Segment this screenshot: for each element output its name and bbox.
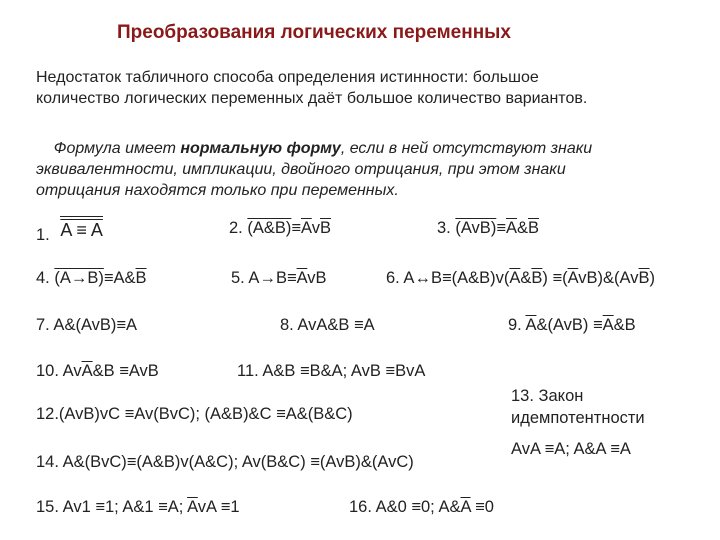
law-12: 12.(AvB)vC ≡Av(BvC); (A&B)&C ≡A&(B&C) xyxy=(36,405,353,423)
intro-paragraph xyxy=(36,67,587,109)
law-15: 15. Av1 ≡1; A&1 ≡A; $\overline{A}vA \equiv 1$ xyxy=(36,498,240,516)
law-9: 9. $\overline{A}\&(AvB)$ $\equiv\overline{A}\&B$ xyxy=(508,316,636,334)
law-3: 3. $(AvB)\equiv\overline{A}\&\overline{B}$ xyxy=(437,219,539,237)
definition-line-3: отрицания находятся только при переменных. xyxy=(36,182,399,199)
law-13-title-2: идемпотентности xyxy=(511,409,645,427)
law-11: 11. A&B ≡B&A; AvB ≡BvA xyxy=(237,362,426,380)
law-10: 10. $Av\overline{A}\&B \equiv AvB$ xyxy=(36,362,159,380)
definition-line-2: эквивалентности, импликации, двойного отрицания, при этом знаки xyxy=(36,161,566,178)
law-13 xyxy=(511,385,645,429)
law-8: 8. AvA&B ≡A xyxy=(280,316,375,334)
law-16: 16. A&0 ≡0; $A\&\overline{A} \equiv 0$ xyxy=(349,498,494,516)
law-6: 6. $A\leftrightarrow B\equiv(A\&B)v(\overline{A}\&\overline{B})$ $\equiv(\overline{A}vB)\&(Av\overline{B})$ xyxy=(386,269,656,287)
intro-line-2: количество логических переменных даёт большое количество вариантов. xyxy=(36,90,588,107)
law-1: 1. A ≡ A xyxy=(36,224,103,245)
law-13-expr: AvA ≡A; A&A ≡A xyxy=(511,440,631,458)
law-7: 7. A&(AvB)≡A xyxy=(36,316,138,334)
definition-paragraph xyxy=(36,138,592,201)
definition-line-1: Формула имеет нормальную форму, если в ней отсутствуют знаки xyxy=(53,140,593,157)
law-4: 4. $(A\to B)\equiv A\&\overline{B}$ xyxy=(36,269,147,287)
law-14: 14. A&(BvC)≡(A&B)v(A&C); Av(B&C) ≡(AvB)&(AvC) xyxy=(36,453,414,471)
definition-term: нормальную форму xyxy=(180,140,341,157)
law-13-title-1: 13. Закон xyxy=(511,387,584,405)
law-2: 2. $(A\&B)\equiv\overline{A}v\overline{B}$ xyxy=(229,219,331,237)
page-title: Преобразования логических переменных xyxy=(117,22,511,43)
law-1-expr: A ≡ A xyxy=(60,220,103,240)
law-5: 5. $A\to B\equiv\overline{A}vB$ xyxy=(231,269,327,287)
intro-line-1: Недостаток табличного способа определения истинности: большое xyxy=(36,69,539,86)
